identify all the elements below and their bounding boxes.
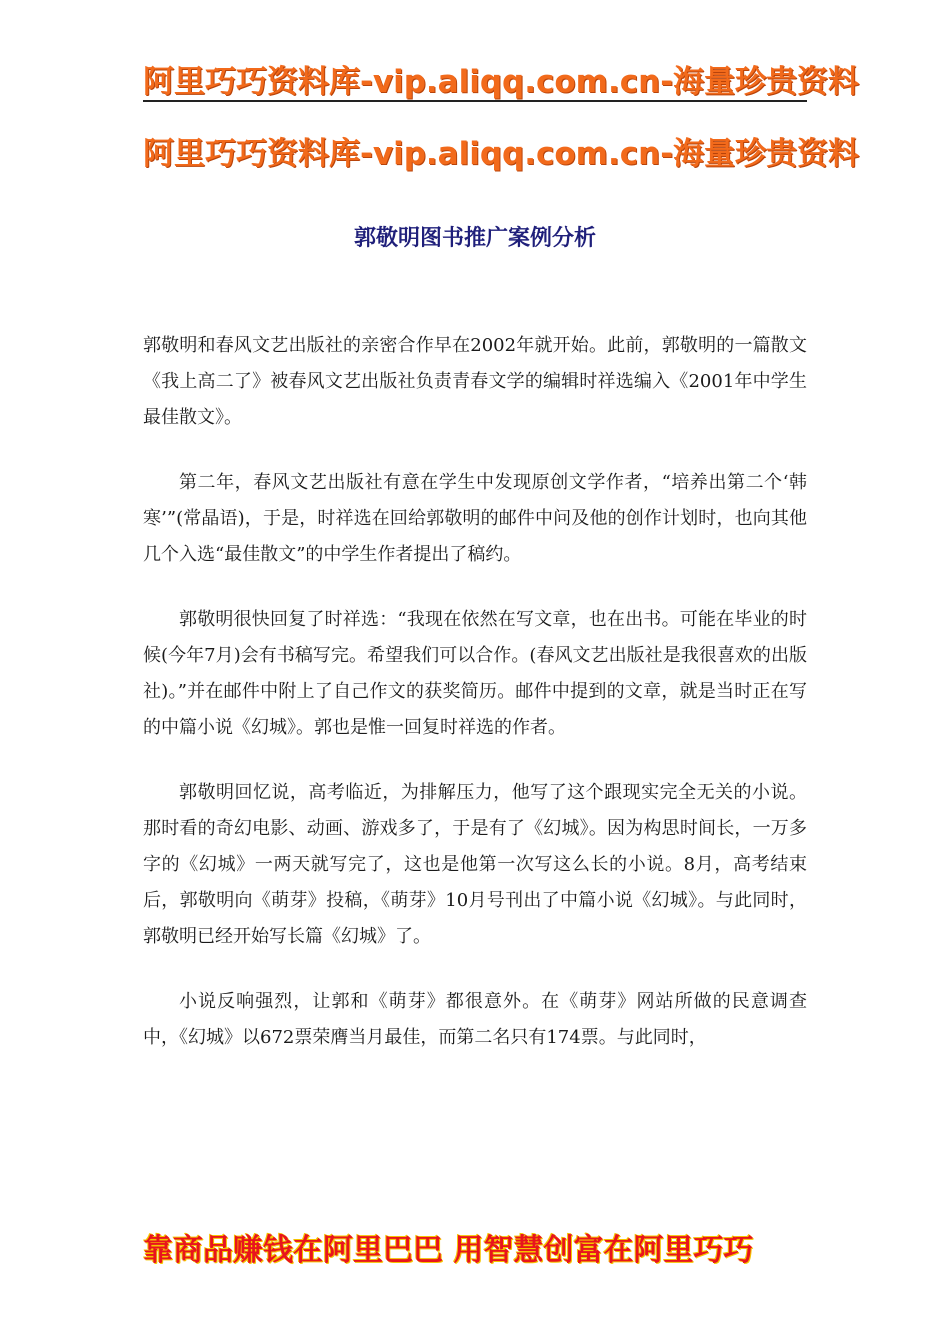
document-title: 郭敬明图书推广案例分析 [353, 225, 596, 251]
paragraph-1: 郭敬明和春风文艺出版社的亲密合作早在2002年就开始。此前，郭敬明的一篇散文《我上高二了》被春风文艺出版社负责青春文学的编辑时祥选编入《2001年中学生最佳散文》。 [143, 335, 807, 428]
paragraph-5: 小说反响强烈，让郭和《萌芽》都很意外。在《萌芽》网站所做的民意调查中，《幻城》以672票荣膺当月最佳，而第二名只有174票。与此同时， [143, 991, 807, 1048]
document-body [143, 328, 807, 1085]
paragraph-2: 第二年，春风文艺出版社有意在学生中发现原创文学作者，“培养出第二个‘韩寒’”(常晶语)，于是，时祥选在回给郭敬明的邮件中问及他的创作计划时，也向其他几个入选“最佳散文”的中学生作者提出了稿约。 [143, 472, 807, 565]
header-banner-second: 阿里巧巧资料库-vip.aliqq.com.cn-海量珍贵资料 [143, 136, 860, 172]
header-divider [143, 100, 807, 102]
footer-banner: 靠商品赚钱在阿里巴巴 用智慧创富在阿里巧巧 [143, 1233, 754, 1268]
paragraph-4: 郭敬明回忆说，高考临近，为排解压力，他写了这个跟现实完全无关的小说。那时看的奇幻电影、动画、游戏多了，于是有了《幻城》。因为构思时间长，一万多字的《幻城》一两天就写完了，这也是他第一次写这么长的小说。8月，高考结束后，郭敬明向《萌芽》投稿，《萌芽》10月号刊出了中篇小说《幻城》。与此同时，郭敬明已经开始写长篇《幻城》了。 [143, 782, 807, 947]
paragraph-3: 郭敬明很快回复了时祥选：“我现在依然在写文章，也在出书。可能在毕业的时候(今年7月)会有书稿写完。希望我们可以合作。(春风文艺出版社是我很喜欢的出版社)。”并在邮件中附上了自己作文的获奖简历。邮件中提到的文章，就是当时正在写的中篇小说《幻城》。郭也是惟一回复时祥选的作者。 [143, 609, 807, 738]
header-banner-top: 阿里巧巧资料库-vip.aliqq.com.cn-海量珍贵资料 [143, 64, 860, 100]
